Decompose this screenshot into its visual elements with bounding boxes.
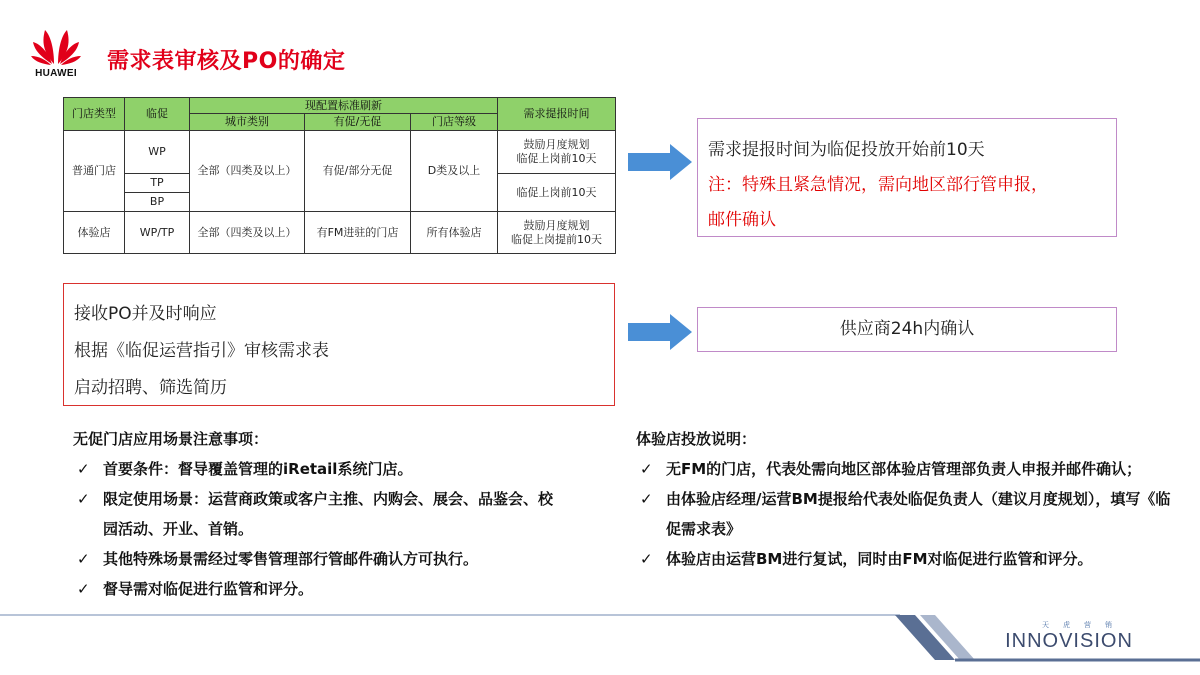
list-item-text: 无FM的门店，代表处需向地区部体验店管理部负责人申报并邮件确认； (666, 460, 1142, 478)
brand-name: HUAWEI (35, 68, 77, 79)
notes-right (636, 424, 1176, 574)
cell-wp-tp: WP/TP (125, 212, 190, 254)
header-city: 城市类别 (190, 114, 305, 131)
header-store-level: 门店等级 (411, 114, 498, 131)
checkmark-icon: ✓ (77, 580, 90, 598)
deadline-note: 注：特殊且紧急情况，需向地区部行管申报， (708, 175, 1048, 195)
cell-promo-partial: 有促/部分无促 (305, 131, 411, 212)
huawei-logo (26, 22, 86, 78)
deadline-text: 需求提报时间为临促投放开始前10天 (708, 140, 985, 160)
cell-tp: TP (125, 174, 190, 193)
cell-normal-store: 普通门店 (64, 131, 125, 212)
huawei-petal-icon (31, 22, 81, 66)
cell-deadline-tpbp: 临促上岗前10天 (498, 174, 616, 212)
list-item (636, 544, 1176, 574)
po-line-3: 启动招聘、筛选简历 (74, 378, 227, 398)
arrow-right-icon (628, 144, 692, 180)
list-item (636, 454, 1176, 484)
deadline-note-2: 邮件确认 (708, 210, 776, 230)
header-config-group: 现配置标准刷新 (190, 98, 498, 114)
list-item-text: 督导需对临促进行监管和评分。 (103, 580, 314, 598)
cell-exp-store: 体验店 (64, 212, 125, 254)
po-line-2: 根据《临促运营指引》审核需求表 (74, 341, 329, 361)
checkmark-icon: ✓ (77, 490, 90, 508)
notes-right-heading: 体验店投放说明： (636, 430, 757, 448)
checkmark-icon: ✓ (640, 490, 653, 508)
list-item-text: 首要条件：督导覆盖管理的iRetail系统门店。 (103, 460, 413, 478)
list-item-text: 由体验店经理/运营BM提报给代表处临促负责人（建议月度规划），填写《临促需求表》 (666, 490, 1171, 538)
header-promo-status: 有促/无促 (305, 114, 411, 131)
po-line-1: 接收PO并及时响应 (74, 304, 217, 324)
page-title: 需求表审核及PO的确定 (107, 49, 346, 74)
header-deadline: 需求提报时间 (498, 98, 616, 131)
list-item (73, 454, 563, 484)
checkmark-icon: ✓ (640, 460, 653, 478)
notes-left (73, 424, 563, 604)
innovision-wordmark: INNOVISION (1005, 630, 1133, 652)
cell-fm-store: 有FM进驻的门店 (305, 212, 411, 254)
checkmark-icon: ✓ (640, 550, 653, 568)
cell-all-exp: 所有体验店 (411, 212, 498, 254)
header-promo: 临促 (125, 98, 190, 131)
list-item (73, 544, 563, 574)
cell-wp: WP (125, 131, 190, 174)
header-store-type: 门店类型 (64, 98, 125, 131)
list-item-text: 限定使用场景：运营商政策或客户主推、内购会、展会、品鉴会、校园活动、开业、首销。 (103, 490, 554, 538)
requirement-table (63, 97, 616, 254)
checkmark-icon: ✓ (77, 550, 90, 568)
po-box (63, 283, 615, 406)
cell-deadline-exp: 鼓励月度规划 临促上岗提前10天 (498, 212, 616, 254)
cell-deadline-wp: 鼓励月度规划 临促上岗前10天 (498, 131, 616, 174)
cell-level-d: D类及以上 (411, 131, 498, 212)
list-item (636, 484, 1176, 544)
confirm-box: 供应商24h内确认 (697, 307, 1117, 352)
arrow-right-icon (628, 314, 692, 350)
deadline-box (697, 118, 1117, 237)
cell-city-all-2: 全部（四类及以上） (190, 212, 305, 254)
list-item (73, 484, 563, 544)
notes-left-heading: 无促门店应用场景注意事项： (73, 430, 269, 448)
cell-bp: BP (125, 193, 190, 212)
innovision-logo (994, 620, 1144, 653)
list-item-text: 其他特殊场景需经过零售管理部行管邮件确认方可执行。 (103, 550, 479, 568)
checkmark-icon: ✓ (77, 460, 90, 478)
innovision-subtitle: 天虎营销 (1042, 622, 1126, 629)
cell-city-all: 全部（四类及以上） (190, 131, 305, 212)
list-item-text: 体验店由运营BM进行复试，同时由FM对临促进行监管和评分。 (666, 550, 1093, 568)
